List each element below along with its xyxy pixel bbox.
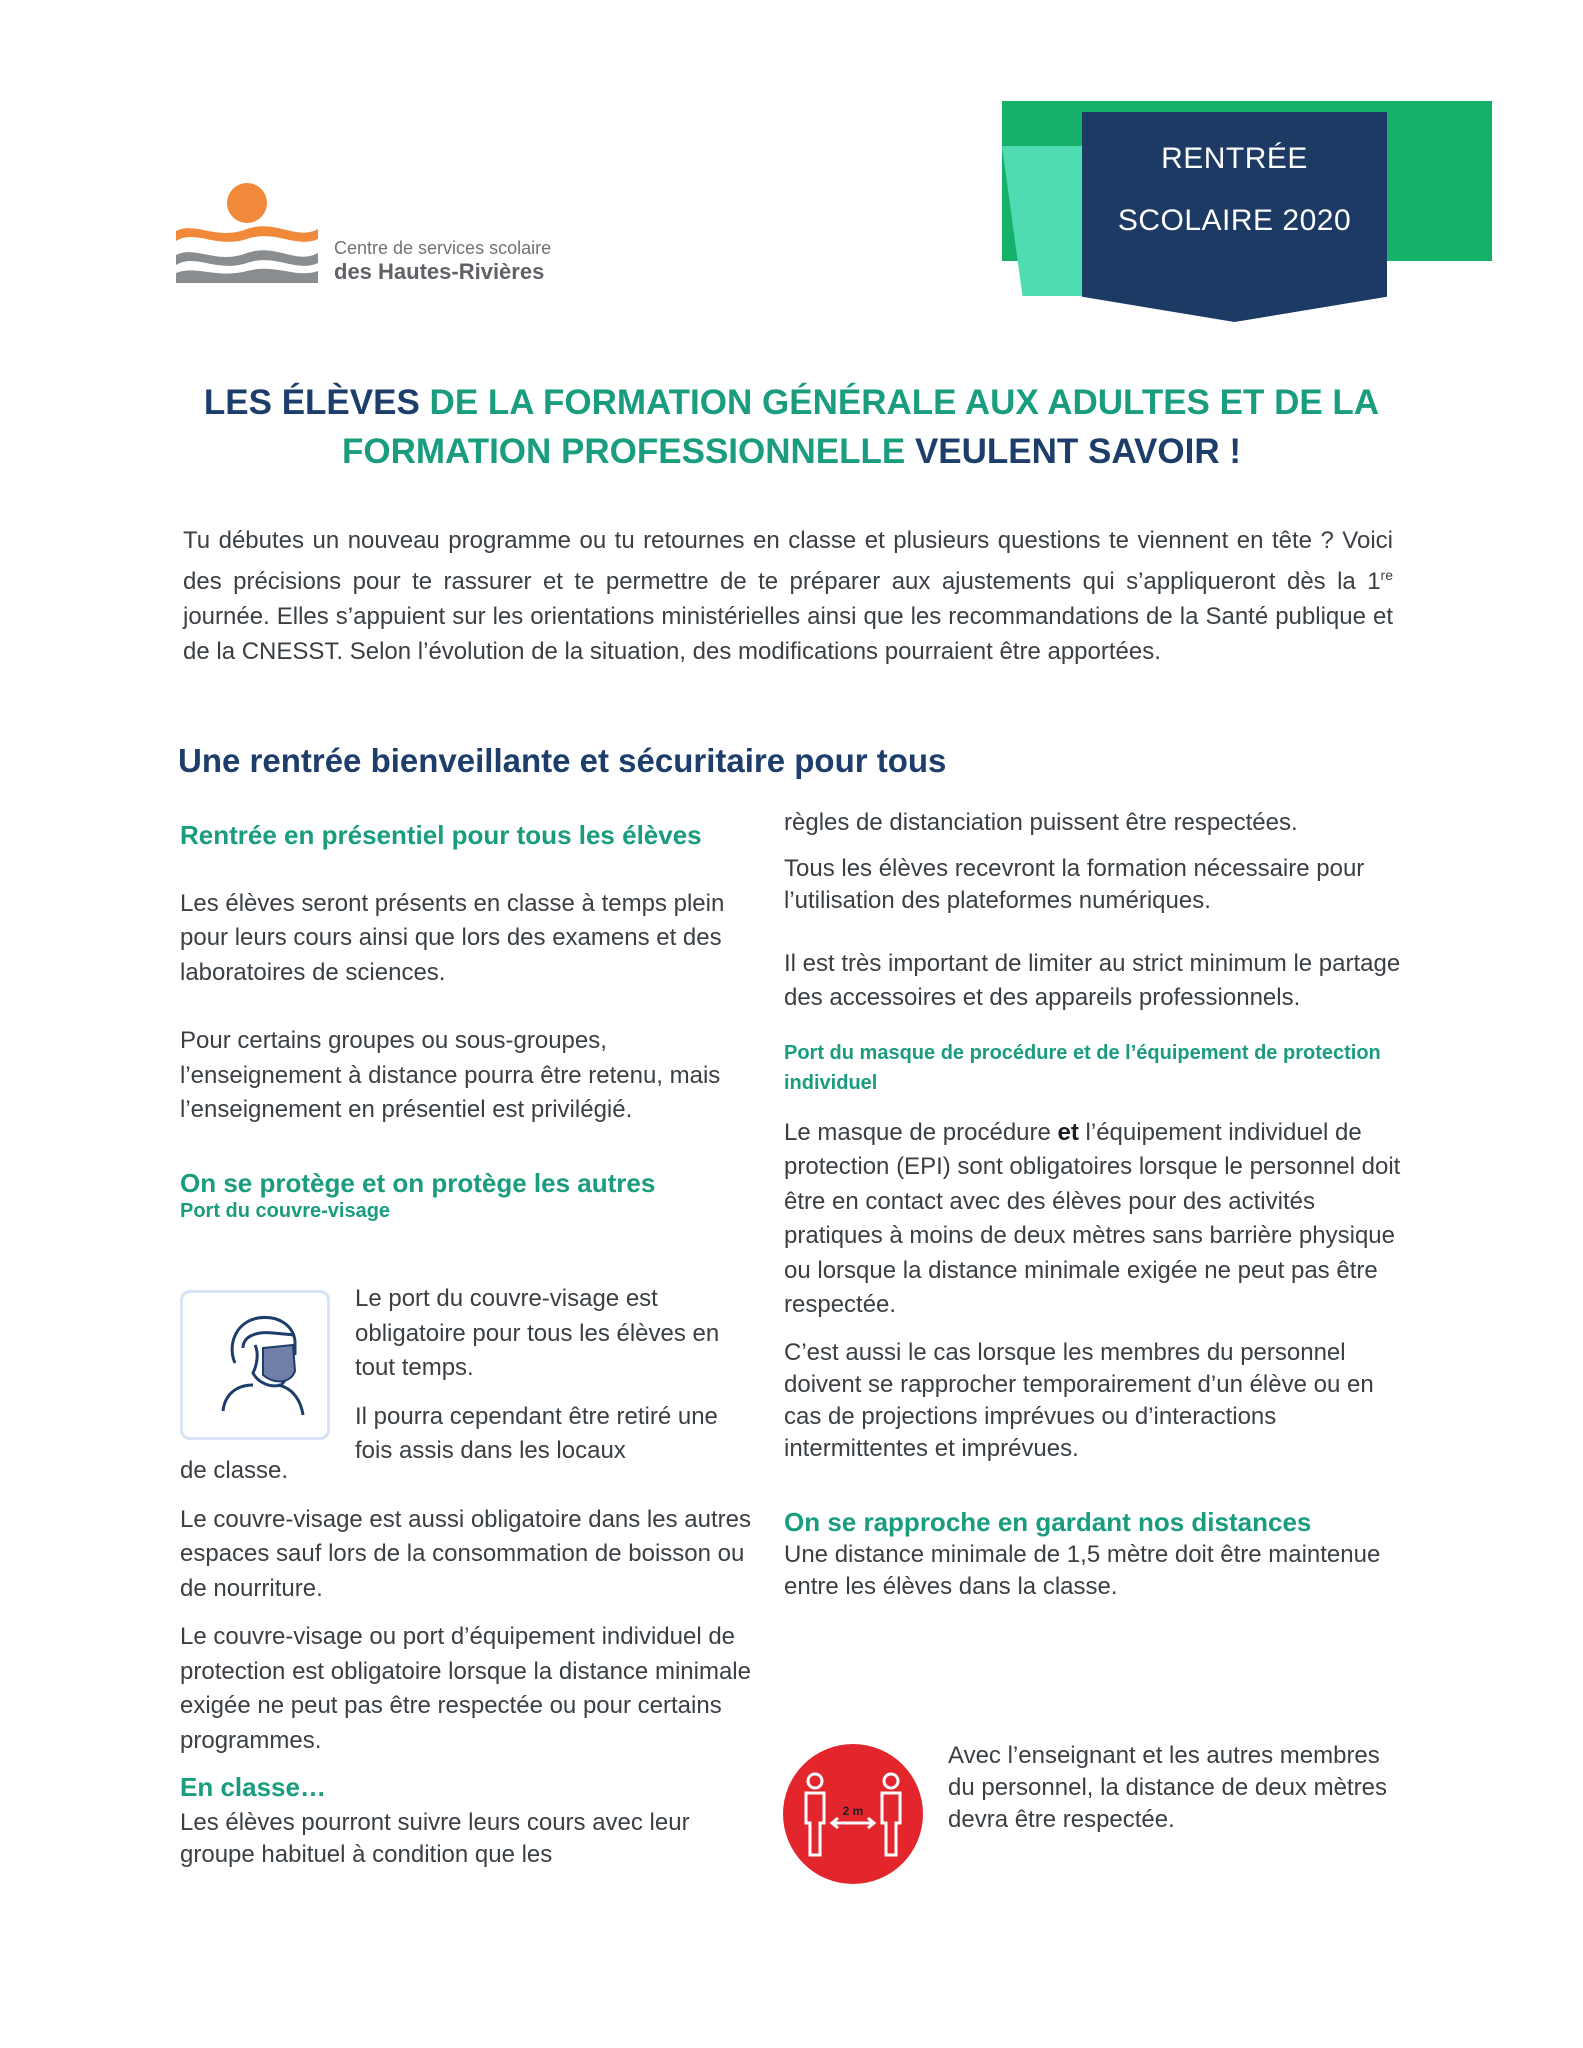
right-paragraph-3: Il est très important de limiter au strict minimum le partage des accessoires et des appareils professionnels. (784, 949, 1401, 1011)
intro-paragraph (183, 523, 1393, 669)
left-paragraph-3: Le couvre-visage est aussi obligatoire dans les autres espaces sauf lors de la consommation de boisson ou de nourriture. (180, 1505, 751, 1602)
left-paragraph-1: Les élèves seront présents en classe à temps plein pour leurs cours ainsi que lors des examens et des laboratoires de sciences. (180, 889, 725, 986)
heading-masque-procedure: Port du masque de procédure et de l’équipement de protection individuel (784, 1041, 1381, 1094)
badge-line-2: SCOLAIRE 2020 (1117, 204, 1352, 237)
badge-line-1: RENTRÉE (1161, 142, 1308, 175)
left-paragraph-4: Le couvre-visage ou port d’équipement individuel de protection est obligatoire lorsque la distance minimale exigée ne peut pas être respectée ou pour certains programmes. (180, 1623, 751, 1754)
face-mask-icon (183, 1293, 327, 1437)
logo-line-2: des Hautes-Rivières (334, 259, 545, 284)
left-column (180, 818, 760, 1226)
page-title (150, 378, 1433, 476)
right-paragraph-7: Avec l’enseignant et les autres membres du personnel, la distance de deux mètres devra être respectée. (948, 1742, 1387, 1833)
heading-distances: On se rapproche en gardant nos distances (784, 1506, 1312, 1537)
right-column (784, 806, 1404, 1603)
face-mask-icon-frame (180, 1290, 330, 1440)
logo-line-1: Centre de services scolaire (334, 238, 552, 258)
left-column-lower (180, 1454, 760, 1871)
mask-paragraph-2b: de classe. (180, 1457, 289, 1484)
logo-text (334, 237, 551, 283)
right-paragraph-4-a: Le masque de procédure (784, 1118, 1058, 1146)
intro-text-2: journée. Elles s’appuient sur les orientations ministérielles ainsi que les recommandations de la Santé publique et de la CNESST. Selon l’évolution de la situation, des modifications pourraient être apportées. (183, 603, 1393, 665)
title-part-2: DE LA FORMATION GÉNÉRALE AUX ADULTES ET DE LA (419, 383, 1380, 422)
right-paragraph-4-bold: et (1057, 1118, 1079, 1146)
distance-icon-label: 2 m (842, 1804, 864, 1818)
social-distance-icon (782, 1743, 924, 1885)
right-paragraph-6: Une distance minimale de 1,5 mètre doit être maintenue entre les élèves dans la classe. (784, 1541, 1381, 1600)
right-paragraph-5: C’est aussi le cas lorsque les membres du personnel doivent se rapprocher temporairement d’un élève ou en cas de projections imprévues ou d’interactions intermittentes et imprévues. (784, 1338, 1374, 1462)
right-paragraph-2: Tous les élèves recevront la formation nécessaire pour l’utilisation des plateformes numériques. (784, 854, 1365, 914)
mask-paragraph-2a: Il pourra cependant être retiré une fois assis dans les locaux (355, 1402, 718, 1464)
title-part-1: LES ÉLÈVES (203, 383, 420, 422)
mask-paragraph-1: Le port du couvre-visage est obligatoire pour tous les élèves en tout temps. (355, 1285, 720, 1381)
heading-couvre-visage: Port du couvre-visage (180, 1200, 391, 1222)
mask-text-block (355, 1282, 760, 1469)
title-part-3: FORMATION PROFESSIONNELLE (341, 432, 906, 471)
title-part-4: VEULENT SAVOIR ! (905, 432, 1241, 471)
intro-text-1: Tu débutes un nouveau programme ou tu retournes en classe et plusieurs questions te viennent en tête ? Voici des précisions pour te rassurer et te permettre de te préparer aux ajustements qui s’appliqueront dès la 1 (183, 527, 1393, 595)
heading-en-classe: En classe… (180, 1772, 326, 1802)
section-heading: Une rentrée bienveillante et sécuritaire pour tous (178, 742, 947, 779)
badge-text (1082, 128, 1387, 252)
heading-presentiel: Rentrée en présentiel pour tous les élèves (180, 820, 702, 850)
logo-icon (176, 183, 318, 283)
right-paragraph-4-c: l’équipement individuel de protection (EPI) sont obligatoires lorsque le personnel doit être en contact avec des élèves pour des activités pratiques à moins de deux mètres sans barrière physique ou lorsque la distance minimale exigée ne peut pas être respectée. (784, 1118, 1401, 1318)
right-paragraph-1: règles de distanciation puissent être respectées. (784, 809, 1298, 836)
left-paragraph-2: Pour certains groupes ou sous-groupes, l’enseignement à distance pourra être retenu, mais l’enseignement en présentiel est privilégié. (180, 1027, 721, 1123)
intro-superscript: re (1380, 567, 1393, 583)
heading-protege: On se protège et on protège les autres (180, 1167, 656, 1198)
right-paragraph-4 (784, 1116, 1404, 1323)
distance-text-block (948, 1740, 1398, 1836)
left-paragraph-5: Les élèves pourront suivre leurs cours avec leur groupe habituel à condition que les (180, 1808, 690, 1868)
